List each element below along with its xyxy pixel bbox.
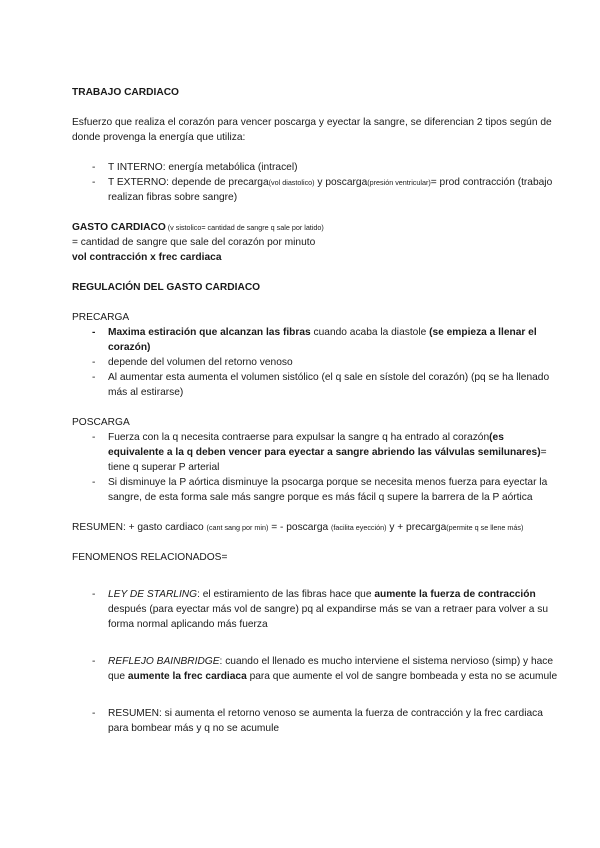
poscarga-list [72,430,560,505]
fenomenos-list [72,587,560,736]
precarga-heading: PRECARGA [72,312,130,323]
list-item: - REFLEJO BAINBRIDGE: cuando el llenado es mucho interviene el sistema nervioso (simp) y hace que aumente la frec cardiaca para que aumente el vol de sangre bombeada y esta no se acumule [92,654,560,684]
list-item: - LEY DE STARLING: el estiramiento de las fibras hace que aumente la fuerza de contracción después (para eyectar más vol de sangre) pq al expandirse más se van a retraer para volver a su forma normal aplicando más fuerza [92,587,560,632]
precarga-list [72,325,560,400]
poscarga-heading: POSCARGA [72,417,130,428]
fenomenos-heading: FENOMENOS RELACIONADOS= [72,552,228,563]
list-item: - Maxima estiración que alcanzan las fibras cuando acaba la diastole (se empieza a llenar el corazón) [92,325,560,355]
gasto-definition: = cantidad de sangre que sale del corazón por minuto [72,237,316,248]
list-item: - Al aumentar esta aumenta el volumen sistólico (el q sale en sístole del corazón) (pq se ha llenado más al estirarse) [92,370,560,400]
gasto-formula: vol contracción x frec cardiaca [72,252,222,263]
gasto-heading: GASTO CARDIACO [72,222,166,233]
list-item: - Si disminuye la P aórtica disminuye la psocarga porque se necesita menos fuerza para eyectar la sangre, de esta forma sale más sangre porque es más fácil q supere la barrera de la P aórtica [92,475,560,505]
resumen-line: RESUMEN: + gasto cardiaco (cant sang por min) = - poscarga (facilita eyección) y + precarga(permite q se llene más) [72,522,524,533]
list-item: - RESUMEN: si aumenta el retorno venoso se aumenta la fuerza de contracción y la frec cardiaca para bombear más y q no se acumule [92,706,560,736]
regulacion-title: REGULACIÓN DEL GASTO CARDIACO [72,282,261,293]
intro-paragraph: Esfuerzo que realiza el corazón para vencer poscarga y eyectar la sangre, se diferencian 2 tipos según de donde provenga la energía que utiliza: [72,117,552,143]
trabajo-list [72,160,560,205]
page-title: TRABAJO CARDIACO [72,87,179,98]
list-item: - Fuerza con la q necesita contraerse para expulsar la sangre q ha entrado al corazón(es equivalente a la q deben vencer para eyectar a sangre abriendo las válvulas semilunares)= tiene q superar P arterial [92,430,560,475]
list-item: - T EXTERNO: depende de precarga(vol diastolico) y poscarga(presión ventricular)= prod contracción (trabajo realizan fibras sobre sangre) [92,175,560,205]
list-item: - T INTERNO: energía metabólica (intracel) [92,160,560,175]
gasto-heading-line [72,220,560,235]
list-item: - depende del volumen del retorno venoso [92,355,560,370]
gasto-note: (v sistolico= cantidad de sangre q sale por latido) [165,223,324,232]
